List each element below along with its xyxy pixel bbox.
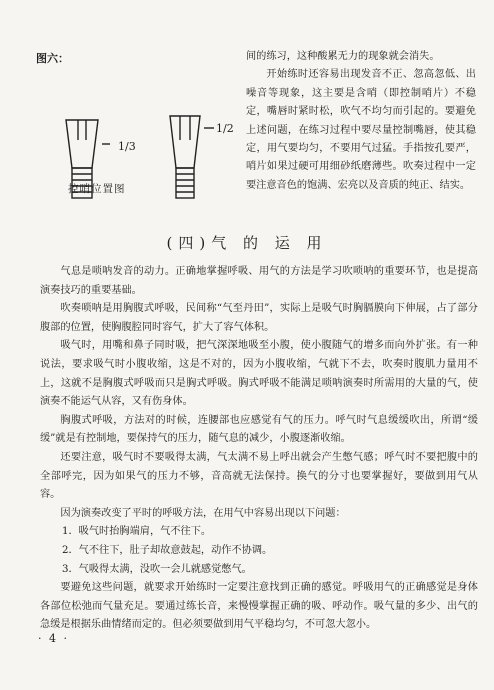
figure-caption: 控哨位置图: [68, 183, 126, 195]
section-heading: (四)气 的 运 用: [166, 234, 328, 252]
paragraph: 胸腹式呼吸，方法对的时候，连腰部也应感觉有气的压力。呼气时气息缓缓吹出，所谓“缓缓”就是有控制地，要保持气的压力，随气息的减少，小腹逐渐收缩。: [40, 414, 478, 445]
paragraph: 还要注意，吸气时不要吸得太满，气太满不易上呼出就会产生憋气感；呼气时不要把腹中的全部呼完，因为如果气的压力不够，音高就无法保持。换气的分寸也要掌握好，要做到用气从容。: [40, 451, 478, 501]
list-item: 1．吸气时抬胸端肩，气不往下。: [62, 526, 212, 538]
paragraph: 间的练习，这种酸累无力的现象就会消失。: [246, 51, 440, 62]
right-column-text: [246, 48, 476, 195]
list-item: 2．气不往下，肚子却故意鼓起，动作不协调。: [62, 544, 273, 556]
list-item: 3．气吸得太满，没吹一会儿就感觉憋气。: [62, 563, 252, 575]
paragraph: 要避免这些问题，就要求开始练时一定要注意找到正确的感觉。呼吸用气的正确感觉是身体各部位松弛而气量充足。要通过练长音，来慢慢掌握正确的吸、呼动作。吸气量的多少、出气的急缓是根据乐曲情绪而定的。但必须要做到用气平稳均匀，不可忽大忽小。: [40, 582, 478, 631]
figure-label: 图六：: [36, 52, 69, 65]
paragraph: 吹奏唢呐是用胸腹式呼吸，民间称“气至丹田”，实际上是吸气时胸膈膜向下伸展，占了部分腹部的位置，使胸腹腔同时容气，扩大了容气体积。: [40, 303, 478, 333]
paragraph: 因为演奏改变了平时的呼吸方法，在用气中容易出现以下问题：: [60, 507, 346, 519]
paragraph: 吸气时，用嘴和鼻子同时吸，把气深深地吸至小腹，使小腹随气的增多而向外扩张。有一种说法，要求吸气时小腹收缩，这是不对的，因为小腹收缩，气就下不去，吹奏时腹肌力量用不上，这就不是胸腹式呼吸而只是胸式呼吸。胸式呼吸不能满足唢呐演奏时所需用的大量的气，使演奏不能运气从容，又有伤身体。: [40, 340, 478, 408]
paragraph: 气息是唢呐发音的动力。正确地掌握呼吸、用气的方法是学习吹唢呐的重要环节，也是提高演奏技巧的重要基础。: [40, 266, 478, 296]
right-reed-drawing: [170, 116, 214, 198]
paragraph: 开始练时还容易出现发音不正、忽高忽低、出噪音等现象，这主要是含哨（即控制哨片）不稳定，嘴唇时紧时松，吹气不均匀而引起的。要避免上述问题，在练习过程中要尽量控制嘴唇，使其稳定，用气要均匀，不要用气过猛。手指按孔要严，哨片如果过硬可用细砂纸磨薄些。吹奏过程中一定要注意音色的饱满、宏亮以及音质的纯正、结实。: [246, 69, 476, 191]
right-fraction-label: 1/2: [216, 122, 234, 135]
main-body-text: [40, 263, 478, 635]
left-fraction-label: 1/3: [118, 140, 136, 153]
page-number: · 4 ·: [38, 632, 69, 645]
